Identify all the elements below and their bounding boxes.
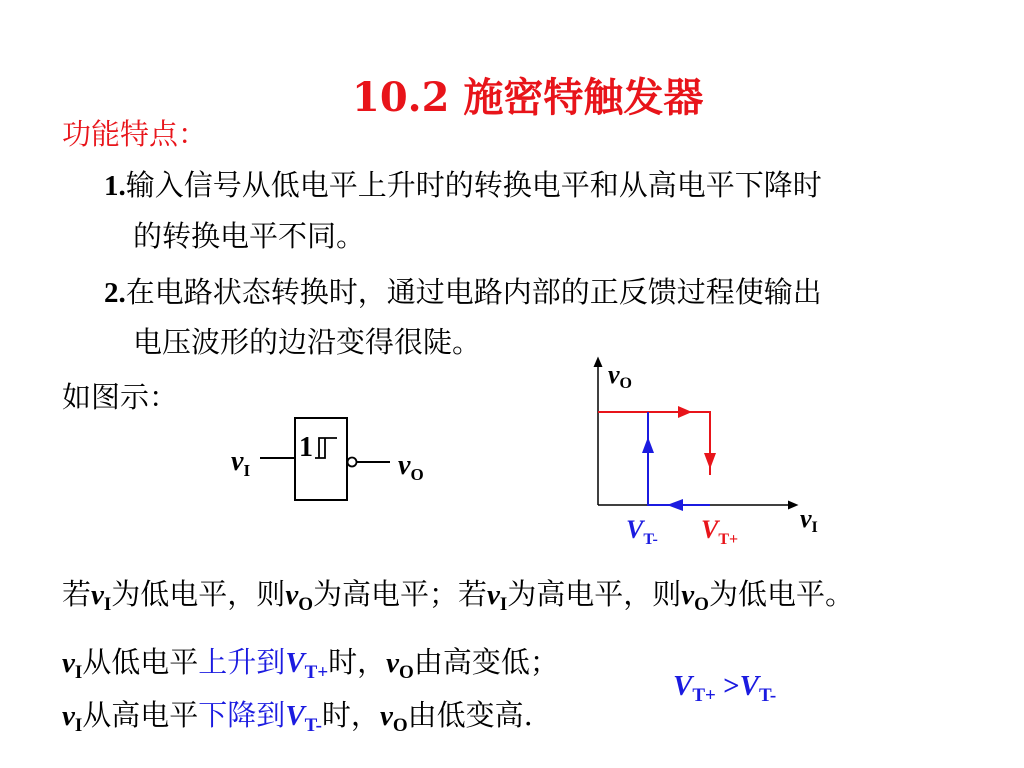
falling-arrow-icon bbox=[667, 499, 683, 511]
point-2-line-1 bbox=[104, 270, 822, 311]
gate-one-label: 1 bbox=[299, 432, 313, 463]
rising-arrow-icon bbox=[678, 406, 692, 418]
point-2-text: 在电路状态转换时，通过电路内部的正反馈过程使输出 bbox=[125, 275, 822, 309]
as-shown-label: 如图示： bbox=[62, 380, 179, 414]
x-axis-label: vI bbox=[800, 504, 818, 536]
statement-line-3: $v_I$从高电平下降到$V_{T-}$时，$v_O$由低变高. bbox=[62, 698, 533, 736]
schmitt-trigger-symbol bbox=[225, 410, 445, 520]
statement-line-2: $v_I$从低电平上升到$V_{T+}$时，$v_O$由高变低； bbox=[62, 645, 559, 683]
statement-line-1: 若$v_I$为低电平，则$v_O$为高电平；若$v_I$为高电平，则$v_O$为低电平。 bbox=[62, 577, 854, 615]
rising-path bbox=[598, 412, 710, 475]
threshold-comparison: $V_{T+} >V_{T-}$ bbox=[673, 670, 777, 706]
rise-arrow-icon bbox=[642, 437, 654, 453]
vt-minus-label: $V_{T-}$ bbox=[626, 515, 658, 548]
point-2-line-2: 电压波形的边沿变得很陡。 bbox=[133, 325, 482, 359]
page-title: 10.2 施密特触发器 bbox=[352, 74, 704, 121]
hysteresis-curve-diagram bbox=[580, 355, 840, 555]
point-1-line-1 bbox=[104, 163, 822, 204]
point-1-text: 输入信号从低电平上升时的转换电平和从高电平下降时 bbox=[125, 168, 822, 202]
point-1-line-2: 的转换电平不同。 bbox=[133, 219, 366, 253]
output-v-label: $v_O$ bbox=[398, 450, 424, 484]
y-axis-label: vO bbox=[608, 360, 632, 392]
falling-path bbox=[648, 412, 710, 505]
drop-arrow-icon bbox=[704, 453, 716, 469]
input-v-label: $v_I$ bbox=[231, 446, 251, 480]
features-heading: 功能特点： bbox=[62, 117, 208, 151]
point-1-number: 1. bbox=[104, 170, 126, 202]
vt-plus-label: $V_{T+}$ bbox=[701, 515, 739, 548]
point-2-number: 2. bbox=[104, 277, 126, 309]
inversion-bubble bbox=[348, 458, 357, 467]
